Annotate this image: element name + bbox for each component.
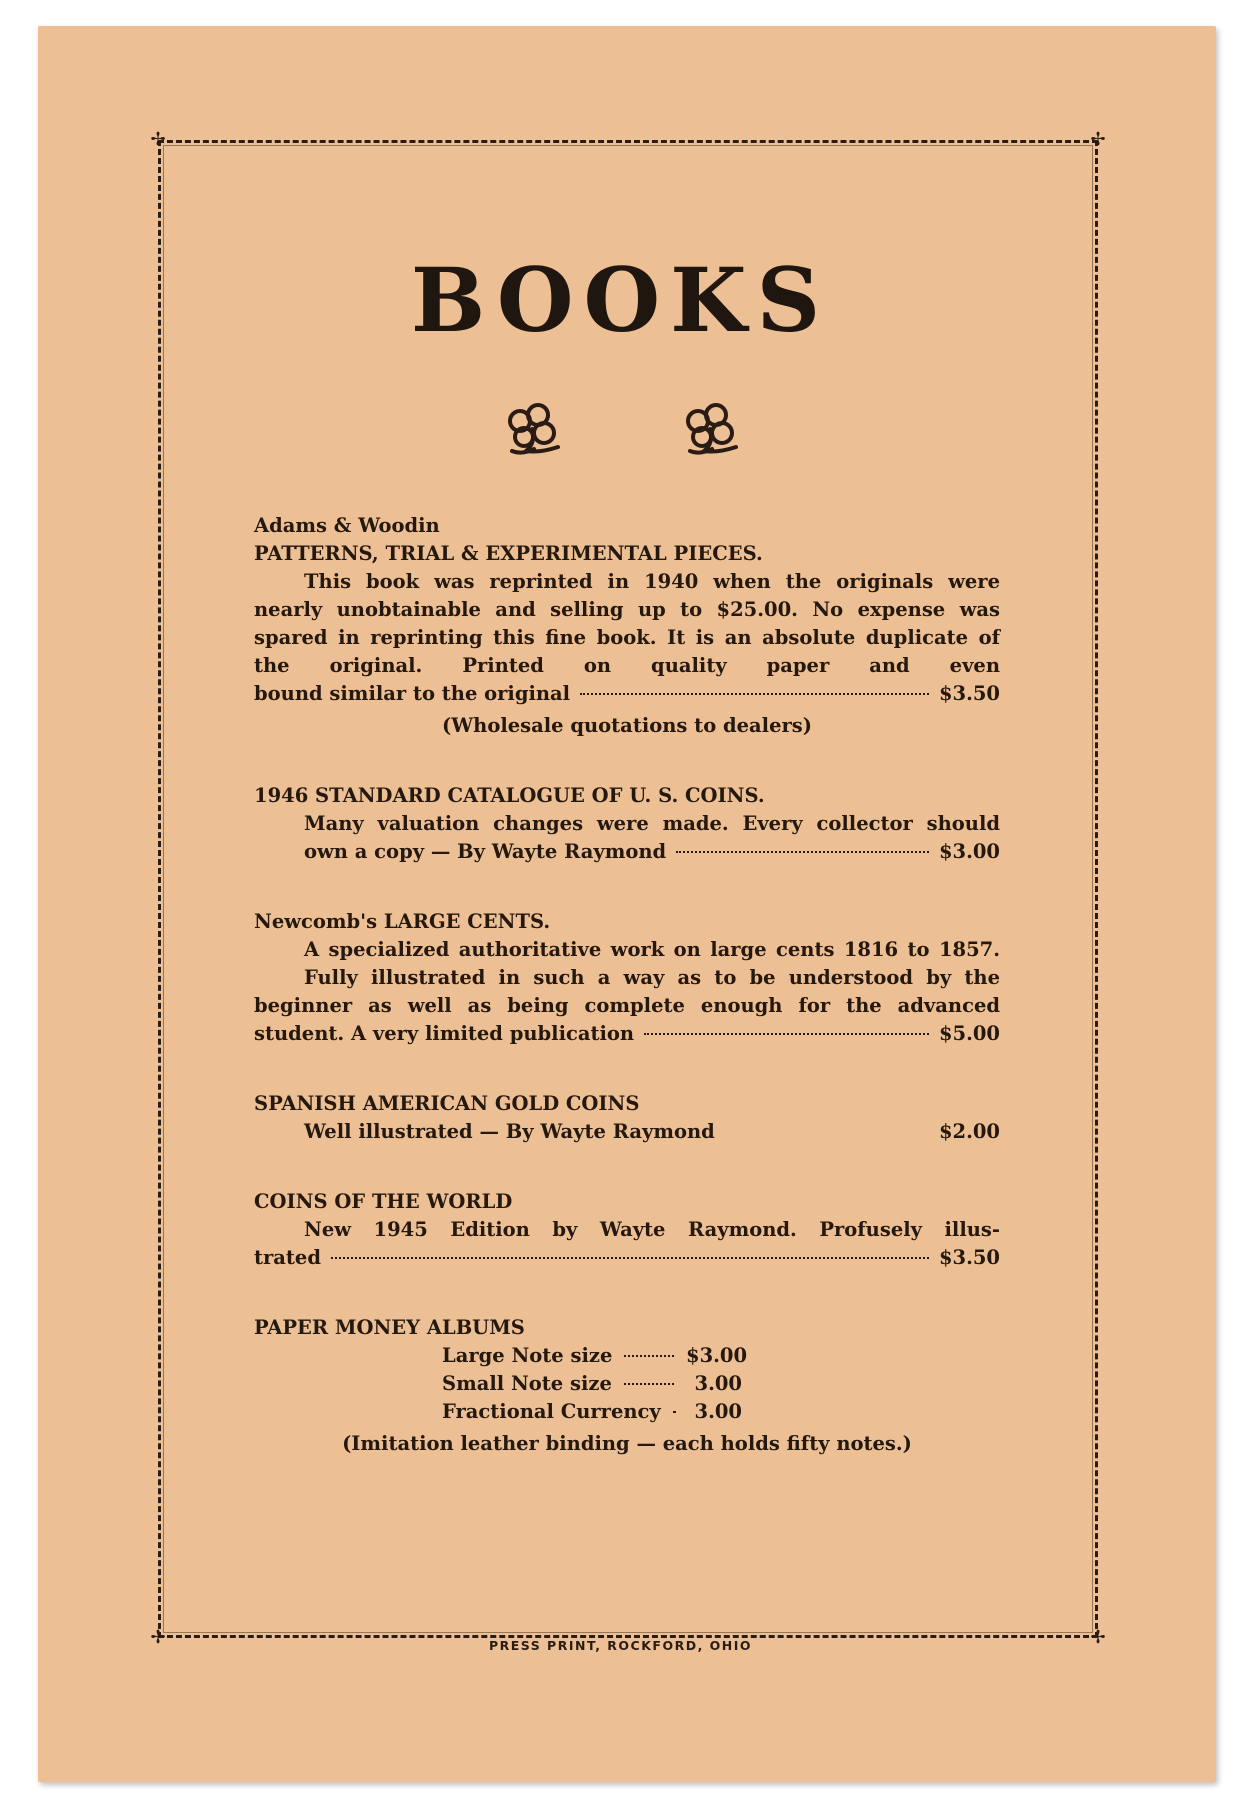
book-description: New 1945 Edition by Wayte Raymond. Profusely illus- — [304, 1218, 1000, 1241]
price-line — [254, 1244, 1000, 1272]
ornament-row — [0, 395, 1241, 463]
book-price: $3.50 — [938, 682, 1000, 705]
border-corner-icon: ✢ — [150, 129, 166, 150]
book-price: $3.50 — [938, 1246, 1000, 1269]
dot-leader — [624, 1355, 674, 1357]
book-title: SPANISH AMERICAN GOLD COINS — [254, 1092, 640, 1115]
price-line-text: student. A very limited publication — [254, 1022, 635, 1045]
album-row — [442, 1370, 742, 1398]
printer-imprint: PRESS PRINT, ROCKFORD, OHIO — [488, 1638, 753, 1653]
border-corner-icon: ✢ — [1090, 1627, 1106, 1648]
book-title: PATTERNS, TRIAL & EXPERIMENTAL PIECES. — [254, 542, 763, 565]
book-entry — [254, 1090, 1000, 1146]
flower-ornament-icon — [498, 395, 566, 463]
dot-leader — [644, 1033, 929, 1035]
album-row — [442, 1342, 748, 1370]
book-title: Newcomb's LARGE CENTS. — [254, 910, 551, 933]
album-label: Large Note size — [442, 1344, 613, 1367]
price-line — [254, 680, 1000, 708]
album-label: Small Note size — [442, 1372, 612, 1395]
dealer-note: (Wholesale quotations to dealers) — [442, 714, 812, 737]
album-price: 3.00 — [694, 1400, 742, 1423]
dot-leader — [676, 851, 929, 853]
book-description: Fully illustrated in such a way as to be understood by the beginner as well as being complete enough for the advanced — [254, 966, 1000, 1017]
price-line — [254, 1118, 1000, 1146]
flower-ornament-icon — [676, 395, 744, 463]
border-corner-icon: ✢ — [1090, 129, 1106, 150]
price-line-text: own a copy — By Wayte Raymond — [304, 840, 667, 863]
book-list — [254, 512, 1000, 1458]
book-author: Adams & Woodin — [254, 514, 440, 537]
album-price: $3.00 — [686, 1344, 748, 1367]
book-entry — [254, 1188, 1000, 1272]
album-price: 3.00 — [694, 1372, 742, 1395]
dot-leader — [673, 1411, 674, 1413]
book-title: COINS OF THE WORLD — [254, 1190, 513, 1213]
price-line-text: bound similar to the original — [254, 682, 571, 705]
dot-leader — [331, 1257, 929, 1259]
book-title: 1946 STANDARD CATALOGUE OF U. S. COINS. — [254, 784, 765, 807]
book-description: Many valuation changes were made. Every collector should — [304, 812, 1000, 835]
album-row — [442, 1398, 742, 1426]
border-corner-icon: ✢ — [150, 1627, 166, 1648]
price-line-text: Well illustrated — By Wayte Raymond — [304, 1120, 715, 1143]
book-description: This book was reprinted in 1940 when the originals were nearly unobtainable and selling up to $25.00. No expense was spared in reprinting this fine book. It is an absolute duplicate of the original. Printed on quality paper and even — [254, 570, 1000, 677]
page-title: BOOKS — [410, 248, 831, 352]
album-note: (Imitation leather binding — each holds fifty notes.) — [342, 1432, 912, 1455]
album-entry — [254, 1314, 1000, 1458]
book-price: $5.00 — [938, 1022, 1000, 1045]
book-price: $3.00 — [938, 840, 1000, 863]
album-price-list — [442, 1342, 748, 1426]
album-title: PAPER MONEY ALBUMS — [254, 1316, 525, 1339]
book-price: $2.00 — [938, 1120, 1000, 1143]
price-line — [254, 838, 1000, 866]
dot-leader — [624, 1383, 674, 1385]
book-entry — [254, 782, 1000, 866]
dot-leader — [580, 693, 929, 695]
price-line-text: trated — [254, 1246, 321, 1269]
book-entry — [254, 908, 1000, 1048]
album-label: Fractional Currency — [442, 1400, 661, 1423]
book-entry — [254, 512, 1000, 740]
price-line — [254, 1020, 1000, 1048]
book-description: A specialized authoritative work on large cents 1816 to 1857. — [304, 938, 1000, 961]
